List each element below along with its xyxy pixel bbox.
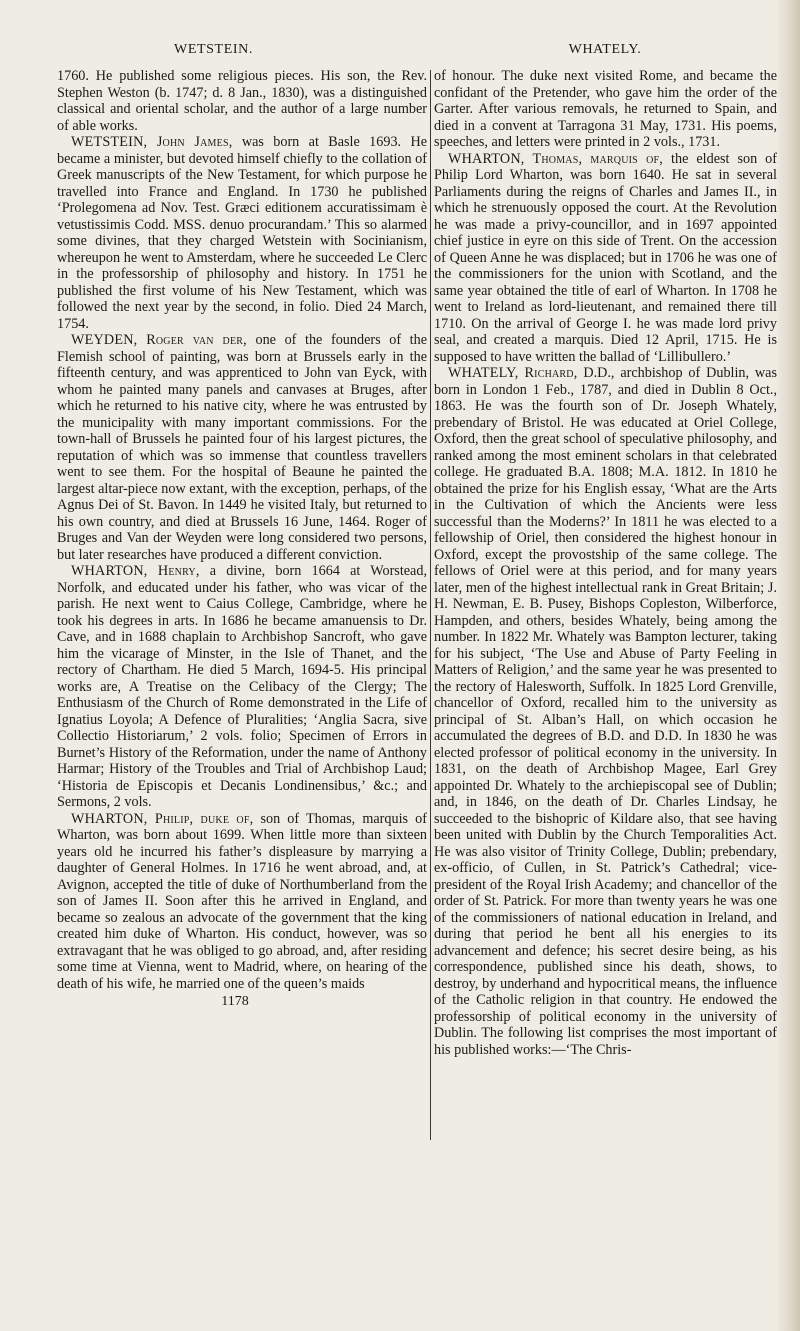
- entry-headword: WETSTEIN, John James,: [71, 134, 233, 150]
- entry-paragraph: [57, 332, 427, 563]
- entry-headword: WHARTON, Henry,: [71, 563, 200, 579]
- page-number: 1178: [221, 994, 249, 1009]
- page-edge: [778, 0, 800, 1331]
- entry-text: D.D., archbishop of Dublin, was born in London 1 Feb., 1787, and died in Dublin 8 Oct., 1863. He was the fourth son of Dr. Joseph Whately, prebendary of Bristol. He was educated at Oriel College, Oxford, then the great school of speculative philosophy, and ranked among the most eminent scholars in that celebrated college. He graduated B.A. 1808; M.A. 1812. In 1810 he obtained the prize for his English essay, ‘What are the Arts in the Cultivation of which the Ancients were less successful than the Moderns?’ In 1811 he was elected to a fellowship of Oriel, then considered the highest honour in Oxford, except the provostship of the same college. The fellows of Oriel were at this period, and for many years later, men of the highest intellectual rank in Great Britain; J. H. Newman, E. B. Pusey, Bishops Copleston, Wilberforce, Hampden, and others, besides Whately, being among the number. In 1822 Mr. Whately was Bampton lecturer, taking for his subject, ‘The Use and Abuse of Party Feeling in Matters of Religion,’ and the same year he was presented to the rectory of Halesworth, Suffolk. In 1825 Lord Grenville, chancellor of Oxford, recalled him to the university as principal of St. Alban’s Hall, on which occasion he accumulated the degrees of B.D. and D.D. In 1830 he was elected professor of political economy in the university. In 1831, on the death of Archbishop Magee, Earl Grey appointed Dr. Whately to the archiepiscopal see of Dublin; and, in 1846, on the death of Dr. Charles Lindsay, he succeeded to the bishopric of Kildare also, that see having been united with Dublin by the Church Temporalities Act. He was also visitor of Trinity College, Dublin; prebendary, ex-officio, of Cullen, in St. Patrick’s Cathedral; vice-president of the Royal Irish Academy; and chancellor of the order of St. Patrick. For more than twenty years he was one of the commissioners of national education in Ireland, and during that period he bent all his energies to its advancement and defence; his secret desire being, as his correspondence, published since his death, shows, to destroy, by underhand and hypocritical means, the influence of the Catholic religion in that country. He endowed the professorship of political economy in the university of Dublin. The following list comprises the most important of his published works:—‘The Chris-: [434, 365, 778, 1058]
- entry-headword: WHARTON, Philip, duke of,: [71, 810, 254, 827]
- entry-headword: WEYDEN, Roger van der,: [71, 332, 247, 348]
- entry-paragraph: [57, 134, 427, 332]
- entry-text: a divine, born 1664 at Worstead, Norfolk, and educated under his father, who was vicar of the parish. He next went to Caius College, Cambridge, where he took his degrees in arts. In 1686 he became amanuensis to Dr. Cave, and in 1688 chaplain to Archbishop Sancroft, who gave him the vicarage of Minster, in the Isle of Thanet, and the rectory of Chartham. He died 5 March, 1694-5. His principal works are, A Treatise on the Celibacy of the Clergy; The Enthusiasm of the Church of Rome demonstrated in the Life of Ignatius Loyola; A Defence of Pluralities; ‘Anglia Sacra, sive Collectio Historiarum,’ 2 vols. folio; Specimen of Errors in Burnet’s History of the Reformation, under the name of Anthony Harmar; History of the Troubles and Trial of Archbishop Laud; ‘Historia de Episcopis et Decanis Londinensibus,’ &c.; and Sermons, 2 vols.: [57, 563, 427, 810]
- entry-text: 1760. He published some religious pieces. His son, the Rev. Stephen Weston (b. 1747; d. 8 Jan., 1830), was a distinguished classical and oriental scholar, and the author of a large number of able works.: [57, 68, 427, 134]
- entry-text: the eldest son of Philip Lord Wharton, was born 1640. He sat in several Parliaments during the reigns of Charles and James II., in which he strenuously opposed the court. At the Revolution he was made a privy-councillor, and in 1697 appointed chief justice in eyre on this side of Trent. On the accession of Queen Anne he was displaced; but in 1706 he was one of the commissioners for the union with Scotland, and the same year obtained the title of earl of Wharton. In 1708 he went to Ireland as lord-lieutenant, and remained there till 1710. On the arrival of George I. he was made lord privy seal, and created a marquis. Died 12 April, 1715. He is supposed to have written the ballad of ‘Lillibullero.’: [434, 150, 777, 365]
- entry-paragraph: [57, 563, 427, 811]
- entry-paragraph: [434, 365, 777, 1058]
- entry-text: was born at Basle 1693. He became a minister, but devoted himself chiefly to the collation of Greek manuscripts of the New Testament, for which purpose he travelled into France and England. In 1730 he published ‘Prolegomena ad Nov. Test. Græci editionem accuratissimam è vetustissimis Codd. MSS. denuo procurandam.’ This so alarmed some divines, that they charged Wetstein with Socinianism, whereupon he went to Amsterdam, where he succeeded Le Clerc in the professorship of philosophy and history. In 1751 he published the first volume of his New Testament, which was followed the next year by the second, in folio. Died 24 March, 1754.: [57, 134, 427, 332]
- entry-text: one of the founders of the Flemish school of painting, was born at Brussels early in the fifteenth century, and was apprenticed to John van Eyck, with whom he painted many panels and canvases at Bruges, after which he returned to his native city, where he was entrusted by the municipality with many important commissions. For the town-hall of Brussels he painted four of his largest pictures, the reputation of which was so immense that countless travellers went to see them. For the hospital of Beaune he painted the largest altar-piece now extant, with the exception, perhaps, of the Agnus Dei of St. Bavon. In 1449 he visited Italy, but returned to his own country, and died at Brussels 16 June, 1464. Roger of Bruges and Van der Weyden were long considered two persons, but later researches have produced a different conviction.: [57, 332, 428, 563]
- column-rule: [430, 70, 431, 1140]
- entry-text: son of Thomas, marquis of Wharton, was born about 1699. When little more than sixteen years old he incurred his father’s displeasure by marrying a daughter of General Holmes. In 1716 he went abroad, and, at Avignon, accepted the title of duke of Northumberland from the son of James II. Soon after this he arrived in England, and became so zealous an advocate of the government that the king created him duke of Wharton. His conduct, however, was so extravagant that he was obliged to go abroad, and, after residing some time at Vienna, went to Madrid, where, on hearing of the death of his wife, he married one of the queen’s maids: [57, 810, 427, 992]
- left-column: [57, 68, 427, 992]
- entry-paragraph: [57, 68, 427, 134]
- entry-headword: WHATELY, Richard,: [448, 365, 578, 381]
- entry-text: of honour. The duke next visited Rome, and became the confidant of the Pretender, who gave him the order of the Garter. After various removals, he returned to Spain, and died in a convent at Tarragona 31 May, 1731. His poems, speeches, and letters were printed in 2 vols., 1731.: [434, 68, 777, 150]
- entry-paragraph: [434, 151, 777, 366]
- entry-paragraph: [434, 68, 777, 151]
- running-head-right: WHATELY.: [568, 42, 642, 57]
- running-head-left: WETSTEIN.: [174, 42, 253, 57]
- entry-paragraph: [57, 811, 427, 993]
- right-column: [434, 68, 777, 1058]
- entry-headword: WHARTON, Thomas, marquis of,: [448, 150, 664, 167]
